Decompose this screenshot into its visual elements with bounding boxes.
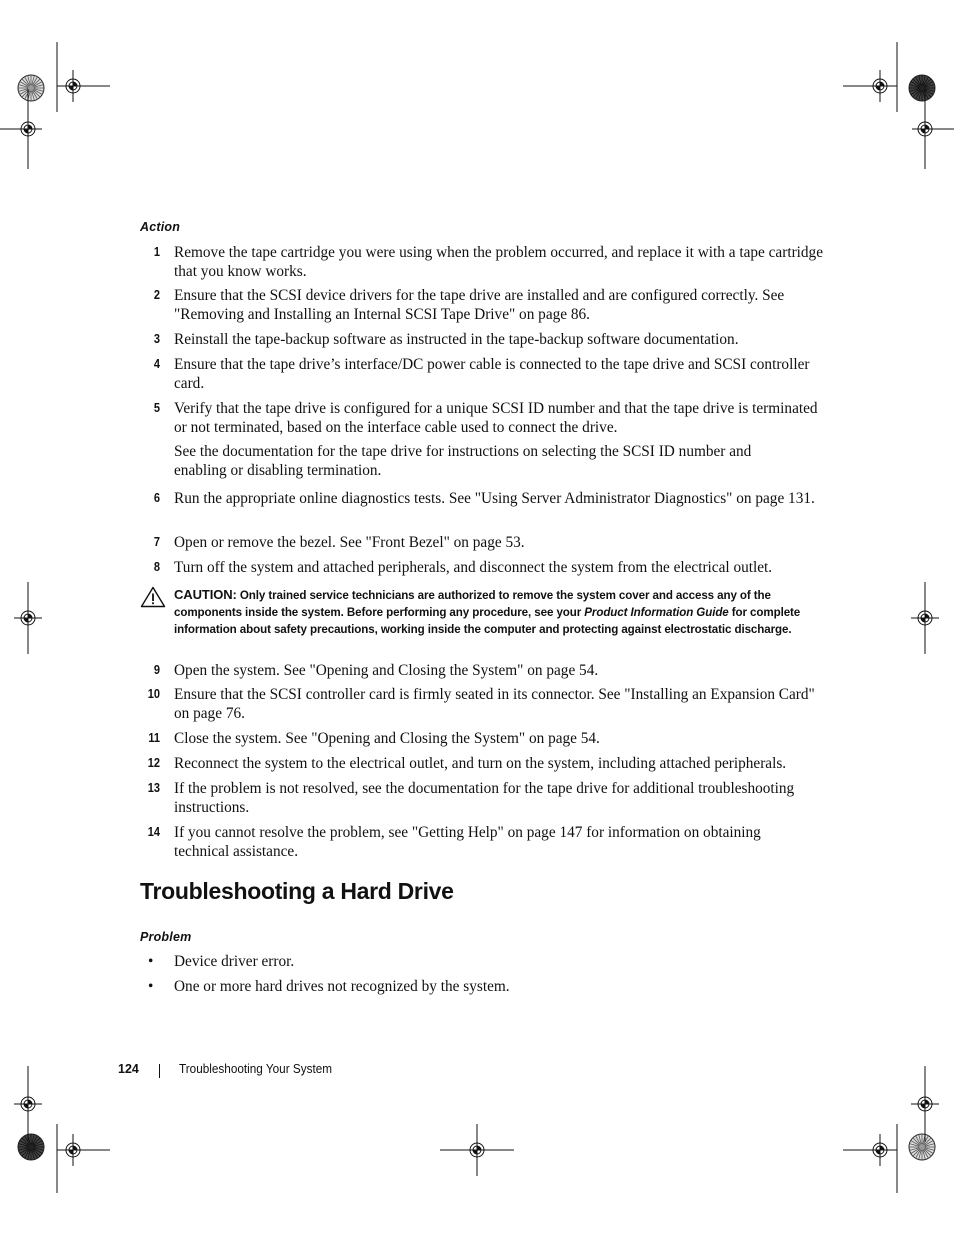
step-number: 8	[153, 560, 160, 574]
step-number: 12	[147, 756, 160, 770]
list-item-text: One or more hard drives not recognized by the system.	[174, 978, 510, 995]
step-number: 1	[153, 245, 160, 259]
step-text: If you cannot resolve the problem, see "Getting Help" on page 147 for information on obtaining technical assistance.	[174, 824, 761, 860]
step-text: Open or remove the bezel. See "Front Bezel" on page 53.	[174, 534, 525, 551]
registration-crosshair-icon	[14, 582, 42, 654]
caution-label: CAUTION:	[174, 587, 237, 602]
step-text: Remove the tape cartridge you were using when the problem occurred, and replace it with a tape cartridge that you know works.	[174, 244, 823, 280]
step-text: Run the appropriate online diagnostics tests. See "Using Server Administrator Diagnostics" on page 131.	[174, 490, 815, 507]
registration-crosshair-icon	[14, 1066, 42, 1142]
registration-crosshair-icon	[16, 89, 40, 169]
caution-body: Only trained service technicians are authorized to remove the system cover and access any of the components inside the system. Before performing any procedure, see your	[174, 589, 771, 619]
step-number: 11	[148, 731, 160, 745]
step-number: 7	[153, 535, 160, 549]
action-subheading: Action	[140, 220, 181, 234]
step-text: Reconnect the system to the electrical outlet, and turn on the system, including attached peripherals.	[174, 755, 787, 772]
step-text: Close the system. See "Opening and Closing the System" on page 54.	[174, 730, 600, 747]
registration-starburst-icon	[18, 75, 44, 101]
registration-crosshair-icon	[911, 582, 939, 654]
step-text: Ensure that the tape drive’s interface/DC power cable is connected to the tape drive and SCSI controller card.	[174, 356, 810, 392]
step-text: Reinstall the tape-backup software as instructed in the tape-backup software documentation.	[174, 331, 739, 348]
registration-crosshair-icon	[864, 70, 896, 102]
registration-crosshair-icon	[57, 70, 89, 102]
step-number: 9	[153, 663, 160, 677]
step-text: Verify that the tape drive is configured for a unique SCSI ID number and that the tape drive is terminated or not terminated, based on the interface cable used to connect the drive.	[174, 400, 818, 436]
step-number: 14	[147, 825, 160, 839]
step-number: 5	[153, 401, 160, 415]
registration-crosshair-icon	[461, 1124, 493, 1176]
step-number: 4	[153, 357, 160, 371]
step-5-note: See the documentation for the tape drive for instructions on selecting the SCSI ID number and enabling or disabling termination.	[174, 443, 752, 479]
registration-crosshair-icon	[57, 1134, 89, 1166]
step-text: Ensure that the SCSI controller card is firmly seated in its connector. See "Installing an Expansion Card" on page 76.	[174, 686, 815, 722]
step-number: 10	[147, 687, 160, 701]
registration-starburst-icon	[909, 1134, 935, 1160]
page-number: 124	[118, 1062, 139, 1076]
caution-triangle-icon	[140, 586, 166, 608]
step-number: 6	[153, 491, 160, 505]
step-number: 2	[153, 288, 160, 302]
caution-document-reference: Product Information Guide	[584, 606, 729, 619]
step-text: Open the system. See "Opening and Closing the System" on page 54.	[174, 662, 599, 679]
registration-starburst-icon	[909, 75, 935, 101]
registration-crosshair-icon	[911, 1066, 939, 1142]
section-heading: Troubleshooting a Hard Drive	[140, 878, 454, 904]
step-number: 13	[147, 781, 160, 795]
registration-crosshair-icon	[913, 89, 937, 169]
step-text: If the problem is not resolved, see the documentation for the tape drive for additional troubleshooting instructions.	[174, 780, 795, 816]
problem-subheading: Problem	[140, 930, 192, 944]
step-text: Turn off the system and attached peripherals, and disconnect the system from the electrical outlet.	[174, 559, 773, 576]
footer-divider	[159, 1064, 160, 1078]
bullet-icon: •	[148, 978, 154, 995]
caution-body-end: for complete information about safety precautions, working inside the computer and protecting against electrostatic discharge.	[174, 606, 801, 636]
footer-chapter-title: Troubleshooting Your System	[179, 1062, 333, 1076]
registration-starburst-icon	[18, 1134, 44, 1160]
registration-crosshair-icon	[864, 1134, 896, 1166]
step-text: Ensure that the SCSI device drivers for the tape drive are installed and are configured correctly. See "Removing and Installing an Internal SCSI Tape Drive" on page 86.	[174, 287, 785, 323]
step-number: 3	[153, 332, 160, 346]
bullet-icon: •	[148, 953, 154, 970]
list-item-text: Device driver error.	[174, 953, 295, 970]
caution-text	[174, 586, 824, 638]
